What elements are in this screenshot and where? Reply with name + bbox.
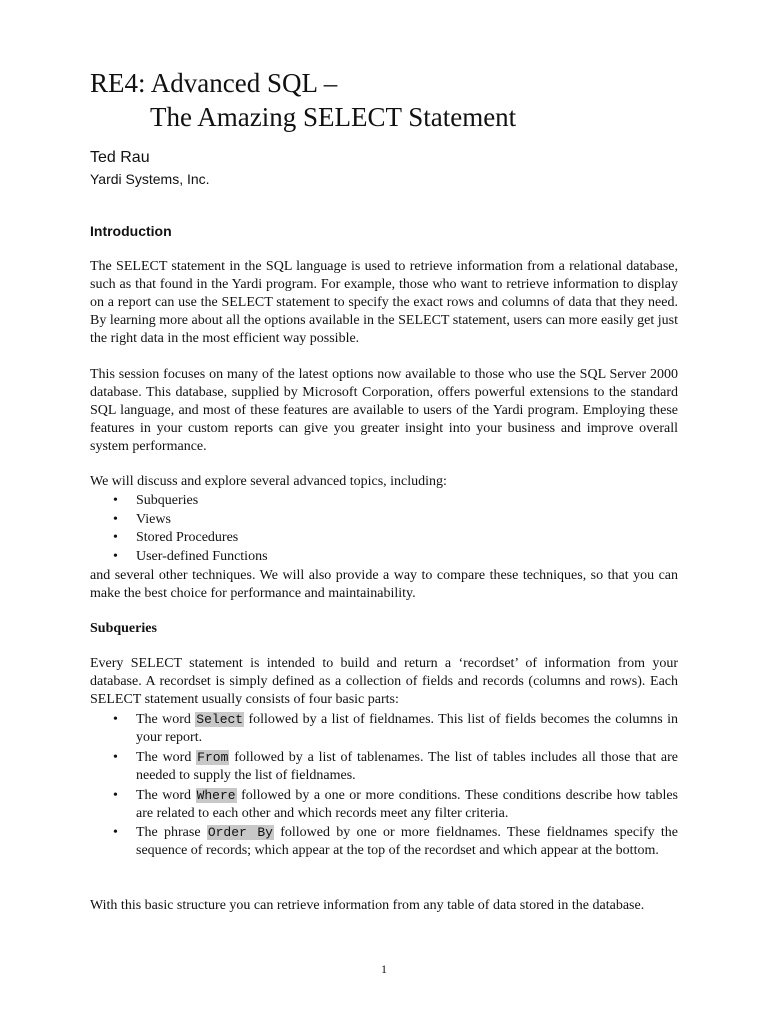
subqueries-heading: Subqueries (90, 621, 157, 636)
intro-paragraph-2: This session focuses on many of the latest options now available to those who use the SQL Server 2000 database. This database, supplied by Microsoft Corporation, offers powerful extensions to the standard SQL language, and most of these features are available to users of the Yardi program. Employing these features in your custom reports can give you greater insight into your business and improve overall system performance. (90, 367, 678, 454)
bullet-icon: • (113, 712, 118, 727)
bullet-icon: • (113, 548, 118, 564)
code-keyword: From (197, 749, 229, 765)
topics-list (90, 492, 678, 566)
code-keyword: Order By (207, 825, 273, 841)
author-company: Yardi Systems, Inc. (90, 171, 210, 187)
list-item: • Stored Procedures (113, 530, 239, 545)
intro-paragraph-3: We will discuss and explore several advanced topics, including: (90, 474, 447, 489)
page-number: 1 (381, 962, 387, 976)
list-item: • User-defined Functions (113, 548, 268, 564)
subqueries-paragraph-2: With this basic structure you can retrieve information from any table of data stored in the database. (90, 898, 645, 913)
bullet-icon: • (113, 511, 118, 527)
list-item: • Views (113, 511, 171, 527)
bullet-icon: • (113, 825, 118, 841)
list-item: • The word Where followed by a one or more conditions. These conditions describe how tables are related to each other and which records meet any filter criteria. (113, 787, 678, 821)
list-item: • The word Select followed by a list of fieldnames. This list of fields becomes the columns in your report. (113, 712, 678, 745)
select-parts-list (90, 711, 678, 862)
bullet-icon: • (113, 749, 118, 765)
code-keyword: Where (196, 787, 236, 803)
intro-paragraph-4: and several other techniques. We will also provide a way to compare these techniques, so that you can make the best choice for performance and maintainability. (90, 568, 678, 601)
intro-paragraph-1: The SELECT statement in the SQL language is used to retrieve information from a relational database, such as that found in the Yardi program. For example, those who want to retrieve information to display on a report can use the SELECT statement to specify the exact rows and columns of data that they need. By learning more about all the options available in the SELECT statement, users can more easily get just the right data in the most efficient way possible. (90, 259, 678, 346)
list-item: • The word From followed by a list of tablenames. The list of tables includes all those that are needed to supply the list of fieldnames. (113, 749, 678, 783)
code-keyword: Select (196, 712, 244, 727)
title-line-1: RE4: Advanced SQL – (90, 68, 338, 98)
bullet-icon: • (113, 787, 118, 803)
introduction-heading: Introduction (90, 223, 172, 239)
bullet-icon: • (113, 493, 118, 508)
document-title (90, 66, 516, 134)
bullet-icon: • (113, 530, 118, 545)
list-item: • The phrase Order By followed by one or more fieldnames. These fieldnames specify the sequence of records; which appear at the top of the recordset and which appear at the bottom. (113, 825, 678, 859)
author-name: Ted Rau (90, 149, 150, 166)
list-item: • Subqueries (113, 493, 199, 508)
subqueries-paragraph-1: Every SELECT statement is intended to build and return a ‘recordset’ of information from your database. A recordset is simply defined as a collection of fields and records (columns and rows). Each SELECT statement usually consists of four basic parts: (90, 656, 678, 707)
title-line-2: The Amazing SELECT Statement (150, 102, 517, 132)
